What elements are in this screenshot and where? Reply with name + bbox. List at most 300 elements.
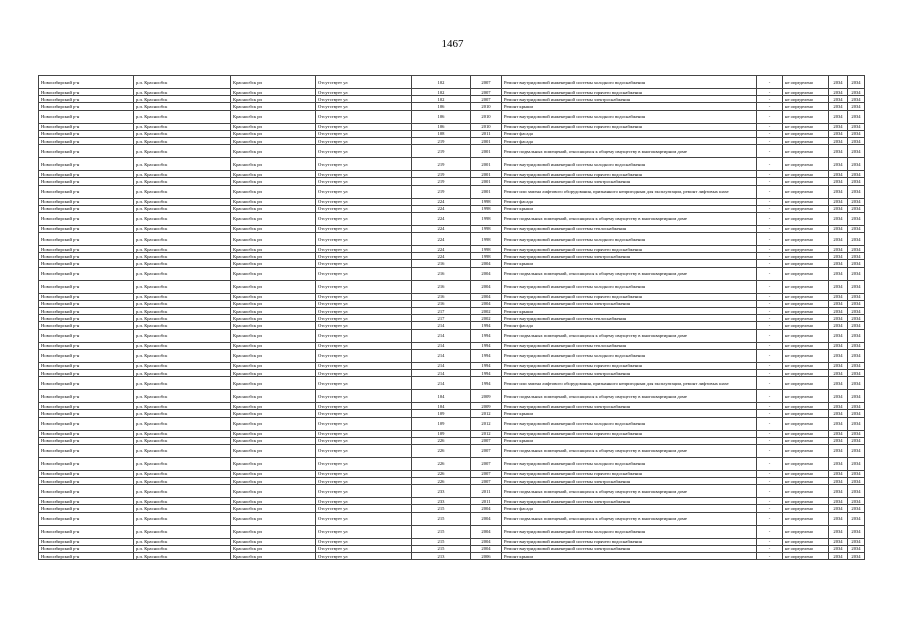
status-cell: не определено — [783, 553, 829, 560]
plan-year-from-cell: 2034 — [829, 171, 848, 178]
plan-year-to-cell: 2034 — [848, 178, 865, 185]
locality-cell: Краснообск рп — [231, 444, 316, 457]
plan-year-to-cell: 2034 — [848, 233, 865, 246]
settlement-cell: р.п. Краснообск — [134, 308, 231, 315]
status-cell: не определено — [783, 512, 829, 525]
plan-year-to-cell: 2034 — [848, 130, 865, 137]
locality-cell: Краснообск рп — [231, 246, 316, 253]
plan-year-to-cell: 2034 — [848, 485, 865, 498]
settlement-cell: р.п. Краснообск — [134, 329, 231, 342]
work-type-cell: Ремонт внутридомовой инженерной системы электроснабжения — [502, 498, 757, 505]
year-built-cell: 2004 — [471, 300, 502, 307]
extra-cell: - — [757, 178, 783, 185]
plan-year-from-cell: 2034 — [829, 362, 848, 369]
settlement-cell: р.п. Краснообск — [134, 545, 231, 552]
locality-cell: Краснообск рп — [231, 512, 316, 525]
table-row — [39, 308, 865, 315]
extra-cell: - — [757, 390, 783, 403]
work-type-cell: Ремонт внутридомовой инженерной системы горячего водоснабжения — [502, 430, 757, 437]
plan-year-to-cell: 2034 — [848, 198, 865, 205]
table-row — [39, 315, 865, 322]
extra-cell: - — [757, 369, 783, 376]
status-cell: не определено — [783, 171, 829, 178]
table-row — [39, 403, 865, 410]
locality-cell: Краснообск рп — [231, 253, 316, 260]
status-cell: не определено — [783, 430, 829, 437]
house-cell: 106 — [412, 123, 471, 130]
street-cell: Отсутствует ул — [316, 470, 412, 477]
district-cell: Новосибирский р-н — [39, 362, 134, 369]
status-cell: не определено — [783, 89, 829, 96]
street-cell: Отсутствует ул — [316, 498, 412, 505]
street-cell: Отсутствует ул — [316, 96, 412, 103]
plan-year-from-cell: 2034 — [829, 76, 848, 89]
table-row — [39, 512, 865, 525]
table-row — [39, 280, 865, 293]
plan-year-from-cell: 2034 — [829, 315, 848, 322]
locality-cell: Краснообск рп — [231, 315, 316, 322]
house-cell: 215 — [412, 538, 471, 545]
extra-cell: - — [757, 110, 783, 123]
street-cell: Отсутствует ул — [316, 545, 412, 552]
work-type-cell: Ремонт крыши — [502, 437, 757, 444]
year-built-cell: 2011 — [471, 485, 502, 498]
work-type-cell: Ремонт подвальных помещений, относящихся к общему имуществу в многоквартирном доме — [502, 329, 757, 342]
house-cell: 219 — [412, 171, 471, 178]
house-cell: 219 — [412, 137, 471, 144]
year-built-cell: 2011 — [471, 498, 502, 505]
district-cell: Новосибирский р-н — [39, 233, 134, 246]
work-type-cell: Ремонт подвальных помещений, относящихся к общему имуществу в многоквартирном доме — [502, 212, 757, 225]
house-cell: 106 — [412, 110, 471, 123]
settlement-cell: р.п. Краснообск — [134, 130, 231, 137]
street-cell: Отсутствует ул — [316, 293, 412, 300]
table-row — [39, 362, 865, 369]
house-cell: 102 — [412, 89, 471, 96]
table-row — [39, 444, 865, 457]
work-type-cell: Ремонт внутридомовой инженерной системы холодного водоснабжения — [502, 233, 757, 246]
house-cell: 214 — [412, 329, 471, 342]
work-type-cell: Ремонт внутридомовой инженерной системы электроснабжения — [502, 178, 757, 185]
table-row — [39, 410, 865, 417]
plan-year-to-cell: 2034 — [848, 457, 865, 470]
status-cell: не определено — [783, 417, 829, 430]
house-cell: 226 — [412, 470, 471, 477]
table-row — [39, 478, 865, 485]
district-cell: Новосибирский р-н — [39, 89, 134, 96]
house-cell: 109 — [412, 430, 471, 437]
extra-cell: - — [757, 322, 783, 329]
table-row — [39, 171, 865, 178]
work-type-cell: Ремонт подвальных помещений, относящихся к общему имуществу в многоквартирном доме — [502, 267, 757, 280]
table-row — [39, 198, 865, 205]
plan-year-from-cell: 2034 — [829, 444, 848, 457]
year-built-cell: 2007 — [471, 444, 502, 457]
house-cell: 219 — [412, 185, 471, 198]
extra-cell: - — [757, 545, 783, 552]
year-built-cell: 2007 — [471, 470, 502, 477]
locality-cell: Краснообск рп — [231, 342, 316, 349]
house-cell: 224 — [412, 225, 471, 232]
plan-year-to-cell: 2034 — [848, 103, 865, 110]
extra-cell: - — [757, 137, 783, 144]
locality-cell: Краснообск рп — [231, 485, 316, 498]
table-row — [39, 505, 865, 512]
work-type-cell: Ремонт фасада — [502, 137, 757, 144]
street-cell: Отсутствует ул — [316, 390, 412, 403]
plan-year-from-cell: 2034 — [829, 498, 848, 505]
locality-cell: Краснообск рп — [231, 233, 316, 246]
district-cell: Новосибирский р-н — [39, 512, 134, 525]
district-cell: Новосибирский р-н — [39, 178, 134, 185]
district-cell: Новосибирский р-н — [39, 123, 134, 130]
street-cell: Отсутствует ул — [316, 485, 412, 498]
settlement-cell: р.п. Краснообск — [134, 171, 231, 178]
table-row — [39, 553, 865, 560]
year-built-cell: 1994 — [471, 377, 502, 390]
plan-year-from-cell: 2034 — [829, 137, 848, 144]
work-type-cell: Ремонт внутридомовой инженерной системы горячего водоснабжения — [502, 470, 757, 477]
table-row — [39, 342, 865, 349]
year-built-cell: 2004 — [471, 525, 502, 538]
year-built-cell: 1998 — [471, 212, 502, 225]
plan-year-from-cell: 2034 — [829, 253, 848, 260]
district-cell: Новосибирский р-н — [39, 498, 134, 505]
extra-cell: - — [757, 430, 783, 437]
settlement-cell: р.п. Краснообск — [134, 322, 231, 329]
status-cell: не определено — [783, 444, 829, 457]
locality-cell: Краснообск рп — [231, 212, 316, 225]
year-built-cell: 1994 — [471, 342, 502, 349]
extra-cell: - — [757, 349, 783, 362]
house-cell: 213 — [412, 553, 471, 560]
house-cell: 104 — [412, 390, 471, 403]
settlement-cell: р.п. Краснообск — [134, 110, 231, 123]
street-cell: Отсутствует ул — [316, 123, 412, 130]
plan-year-from-cell: 2034 — [829, 198, 848, 205]
work-type-cell: Ремонт внутридомовой инженерной системы холодного водоснабжения — [502, 457, 757, 470]
locality-cell: Краснообск рп — [231, 369, 316, 376]
district-cell: Новосибирский р-н — [39, 158, 134, 171]
year-built-cell: 2007 — [471, 89, 502, 96]
house-cell: 216 — [412, 300, 471, 307]
plan-year-to-cell: 2034 — [848, 444, 865, 457]
house-cell: 226 — [412, 444, 471, 457]
settlement-cell: р.п. Краснообск — [134, 457, 231, 470]
table-row — [39, 205, 865, 212]
plan-year-from-cell: 2034 — [829, 553, 848, 560]
work-type-cell: Ремонт внутридомовой инженерной системы теплоснабжения — [502, 342, 757, 349]
extra-cell: - — [757, 212, 783, 225]
street-cell: Отсутствует ул — [316, 205, 412, 212]
street-cell: Отсутствует ул — [316, 525, 412, 538]
plan-year-to-cell: 2034 — [848, 76, 865, 89]
table-row — [39, 212, 865, 225]
plan-year-from-cell: 2034 — [829, 233, 848, 246]
plan-year-from-cell: 2034 — [829, 545, 848, 552]
district-cell: Новосибирский р-н — [39, 293, 134, 300]
house-cell: 215 — [412, 512, 471, 525]
plan-year-to-cell: 2034 — [848, 553, 865, 560]
year-built-cell: 2004 — [471, 260, 502, 267]
year-built-cell: 2004 — [471, 538, 502, 545]
plan-year-to-cell: 2034 — [848, 437, 865, 444]
settlement-cell: р.п. Краснообск — [134, 137, 231, 144]
street-cell: Отсутствует ул — [316, 246, 412, 253]
plan-year-from-cell: 2034 — [829, 178, 848, 185]
locality-cell: Краснообск рп — [231, 293, 316, 300]
table-row — [39, 300, 865, 307]
settlement-cell: р.п. Краснообск — [134, 403, 231, 410]
locality-cell: Краснообск рп — [231, 225, 316, 232]
locality-cell: Краснообск рп — [231, 322, 316, 329]
settlement-cell: р.п. Краснообск — [134, 444, 231, 457]
table-row — [39, 130, 865, 137]
settlement-cell: р.п. Краснообск — [134, 178, 231, 185]
work-type-cell: Ремонт крыши — [502, 260, 757, 267]
street-cell: Отсутствует ул — [316, 430, 412, 437]
street-cell: Отсутствует ул — [316, 403, 412, 410]
settlement-cell: р.п. Краснообск — [134, 538, 231, 545]
house-cell: 215 — [412, 525, 471, 538]
settlement-cell: р.п. Краснообск — [134, 349, 231, 362]
status-cell: не определено — [783, 246, 829, 253]
extra-cell: - — [757, 205, 783, 212]
plan-year-to-cell: 2034 — [848, 89, 865, 96]
status-cell: не определено — [783, 498, 829, 505]
extra-cell: - — [757, 233, 783, 246]
work-type-cell: Ремонт внутридомовой инженерной системы электроснабжения — [502, 253, 757, 260]
plan-year-from-cell: 2034 — [829, 145, 848, 158]
plan-year-to-cell: 2034 — [848, 205, 865, 212]
status-cell: не определено — [783, 185, 829, 198]
work-type-cell: Ремонт внутридомовой инженерной системы холодного водоснабжения — [502, 110, 757, 123]
district-cell: Новосибирский р-н — [39, 329, 134, 342]
status-cell: не определено — [783, 137, 829, 144]
extra-cell: - — [757, 225, 783, 232]
street-cell: Отсутствует ул — [316, 280, 412, 293]
status-cell: не определено — [783, 300, 829, 307]
locality-cell: Краснообск рп — [231, 76, 316, 89]
settlement-cell: р.п. Краснообск — [134, 225, 231, 232]
street-cell: Отсутствует ул — [316, 137, 412, 144]
table-row — [39, 349, 865, 362]
street-cell: Отсутствует ул — [316, 478, 412, 485]
street-cell: Отсутствует ул — [316, 417, 412, 430]
house-cell: 109 — [412, 417, 471, 430]
street-cell: Отсутствует ул — [316, 130, 412, 137]
extra-cell: - — [757, 329, 783, 342]
extra-cell: - — [757, 403, 783, 410]
settlement-cell: р.п. Краснообск — [134, 198, 231, 205]
year-built-cell: 1994 — [471, 362, 502, 369]
settlement-cell: р.п. Краснообск — [134, 478, 231, 485]
locality-cell: Краснообск рп — [231, 430, 316, 437]
plan-year-from-cell: 2034 — [829, 225, 848, 232]
status-cell: не определено — [783, 280, 829, 293]
extra-cell: - — [757, 538, 783, 545]
locality-cell: Краснообск рп — [231, 417, 316, 430]
locality-cell: Краснообск рп — [231, 505, 316, 512]
work-type-cell: Ремонт внутридомовой инженерной системы горячего водоснабжения — [502, 246, 757, 253]
plan-year-to-cell: 2034 — [848, 267, 865, 280]
table-row — [39, 96, 865, 103]
extra-cell: - — [757, 300, 783, 307]
table-row — [39, 110, 865, 123]
year-built-cell: 2007 — [471, 76, 502, 89]
street-cell: Отсутствует ул — [316, 110, 412, 123]
street-cell: Отсутствует ул — [316, 171, 412, 178]
status-cell: не определено — [783, 505, 829, 512]
status-cell: не определено — [783, 205, 829, 212]
district-cell: Новосибирский р-н — [39, 410, 134, 417]
status-cell: не определено — [783, 437, 829, 444]
work-type-cell: Ремонт фасада — [502, 505, 757, 512]
house-cell: 215 — [412, 505, 471, 512]
house-cell: 224 — [412, 212, 471, 225]
locality-cell: Краснообск рп — [231, 377, 316, 390]
year-built-cell: 2007 — [471, 457, 502, 470]
settlement-cell: р.п. Краснообск — [134, 470, 231, 477]
house-cell: 224 — [412, 198, 471, 205]
extra-cell: - — [757, 89, 783, 96]
district-cell: Новосибирский р-н — [39, 545, 134, 552]
house-cell: 109 — [412, 410, 471, 417]
district-cell: Новосибирский р-н — [39, 137, 134, 144]
district-cell: Новосибирский р-н — [39, 300, 134, 307]
district-cell: Новосибирский р-н — [39, 185, 134, 198]
house-cell: 214 — [412, 369, 471, 376]
work-type-cell: Ремонт внутридомовой инженерной системы горячего водоснабжения — [502, 293, 757, 300]
plan-year-to-cell: 2034 — [848, 260, 865, 267]
street-cell: Отсутствует ул — [316, 362, 412, 369]
street-cell: Отсутствует ул — [316, 437, 412, 444]
house-cell: 216 — [412, 267, 471, 280]
year-built-cell: 1998 — [471, 246, 502, 253]
work-type-cell: Ремонт внутридомовой инженерной системы горячего водоснабжения — [502, 123, 757, 130]
street-cell: Отсутствует ул — [316, 329, 412, 342]
plan-year-from-cell: 2034 — [829, 512, 848, 525]
house-cell: 224 — [412, 253, 471, 260]
year-built-cell: 1998 — [471, 205, 502, 212]
district-cell: Новосибирский р-н — [39, 308, 134, 315]
district-cell: Новосибирский р-н — [39, 96, 134, 103]
plan-year-to-cell: 2034 — [848, 145, 865, 158]
year-built-cell: 2002 — [471, 315, 502, 322]
extra-cell: - — [757, 185, 783, 198]
plan-year-from-cell: 2034 — [829, 430, 848, 437]
street-cell: Отсутствует ул — [316, 253, 412, 260]
table-row — [39, 103, 865, 110]
plan-year-from-cell: 2034 — [829, 470, 848, 477]
plan-year-to-cell: 2034 — [848, 225, 865, 232]
work-type-cell: Ремонт внутридомовой инженерной системы электроснабжения — [502, 369, 757, 376]
locality-cell: Краснообск рп — [231, 110, 316, 123]
district-cell: Новосибирский р-н — [39, 553, 134, 560]
plan-year-to-cell: 2034 — [848, 280, 865, 293]
status-cell: не определено — [783, 403, 829, 410]
settlement-cell: р.п. Краснообск — [134, 342, 231, 349]
plan-year-from-cell: 2034 — [829, 349, 848, 362]
extra-cell: - — [757, 525, 783, 538]
status-cell: не определено — [783, 178, 829, 185]
year-built-cell: 2004 — [471, 280, 502, 293]
plan-year-from-cell: 2034 — [829, 525, 848, 538]
plan-year-to-cell: 2034 — [848, 403, 865, 410]
table-row — [39, 390, 865, 403]
status-cell: не определено — [783, 308, 829, 315]
plan-year-to-cell: 2034 — [848, 329, 865, 342]
house-cell: 214 — [412, 322, 471, 329]
work-type-cell: Ремонт фасада — [502, 130, 757, 137]
work-type-cell: Ремонт внутридомовой инженерной системы холодного водоснабжения — [502, 349, 757, 362]
table-row — [39, 267, 865, 280]
year-built-cell: 2010 — [471, 110, 502, 123]
plan-year-from-cell: 2034 — [829, 457, 848, 470]
extra-cell: - — [757, 198, 783, 205]
table-row — [39, 185, 865, 198]
status-cell: не определено — [783, 130, 829, 137]
work-type-cell: Ремонт или замена лифтового оборудования, признанного непригодным для эксплуатации, ремонт лифтовых шахт — [502, 185, 757, 198]
plan-year-to-cell: 2034 — [848, 410, 865, 417]
status-cell: не определено — [783, 267, 829, 280]
street-cell: Отсутствует ул — [316, 377, 412, 390]
extra-cell: - — [757, 253, 783, 260]
year-built-cell: 2004 — [471, 512, 502, 525]
work-type-cell: Ремонт крыши — [502, 308, 757, 315]
extra-cell: - — [757, 470, 783, 477]
plan-year-to-cell: 2034 — [848, 390, 865, 403]
street-cell: Отсутствует ул — [316, 145, 412, 158]
extra-cell: - — [757, 444, 783, 457]
house-cell: 215 — [412, 545, 471, 552]
locality-cell: Краснообск рп — [231, 329, 316, 342]
street-cell: Отсутствует ул — [316, 185, 412, 198]
house-cell: 102 — [412, 96, 471, 103]
settlement-cell: р.п. Краснообск — [134, 253, 231, 260]
house-cell: 233 — [412, 498, 471, 505]
plan-year-to-cell: 2034 — [848, 498, 865, 505]
plan-year-to-cell: 2034 — [848, 369, 865, 376]
plan-year-to-cell: 2034 — [848, 512, 865, 525]
settlement-cell: р.п. Краснообск — [134, 505, 231, 512]
settlement-cell: р.п. Краснообск — [134, 246, 231, 253]
settlement-cell: р.п. Краснообск — [134, 498, 231, 505]
status-cell: не определено — [783, 253, 829, 260]
plan-year-to-cell: 2034 — [848, 525, 865, 538]
plan-year-from-cell: 2034 — [829, 308, 848, 315]
plan-year-to-cell: 2034 — [848, 322, 865, 329]
extra-cell: - — [757, 145, 783, 158]
street-cell: Отсутствует ул — [316, 349, 412, 362]
settlement-cell: р.п. Краснообск — [134, 267, 231, 280]
table-row — [39, 137, 865, 144]
year-built-cell: 1994 — [471, 322, 502, 329]
plan-year-from-cell: 2034 — [829, 390, 848, 403]
plan-year-to-cell: 2034 — [848, 246, 865, 253]
house-cell: 217 — [412, 308, 471, 315]
settlement-cell: р.п. Краснообск — [134, 233, 231, 246]
work-type-cell: Ремонт внутридомовой инженерной системы электроснабжения — [502, 96, 757, 103]
status-cell: не определено — [783, 96, 829, 103]
status-cell: не определено — [783, 233, 829, 246]
work-type-cell: Ремонт крыши — [502, 103, 757, 110]
work-type-cell: Ремонт внутридомовой инженерной системы горячего водоснабжения — [502, 89, 757, 96]
status-cell: не определено — [783, 538, 829, 545]
street-cell: Отсутствует ул — [316, 212, 412, 225]
plan-year-to-cell: 2034 — [848, 545, 865, 552]
district-cell: Новосибирский р-н — [39, 260, 134, 267]
